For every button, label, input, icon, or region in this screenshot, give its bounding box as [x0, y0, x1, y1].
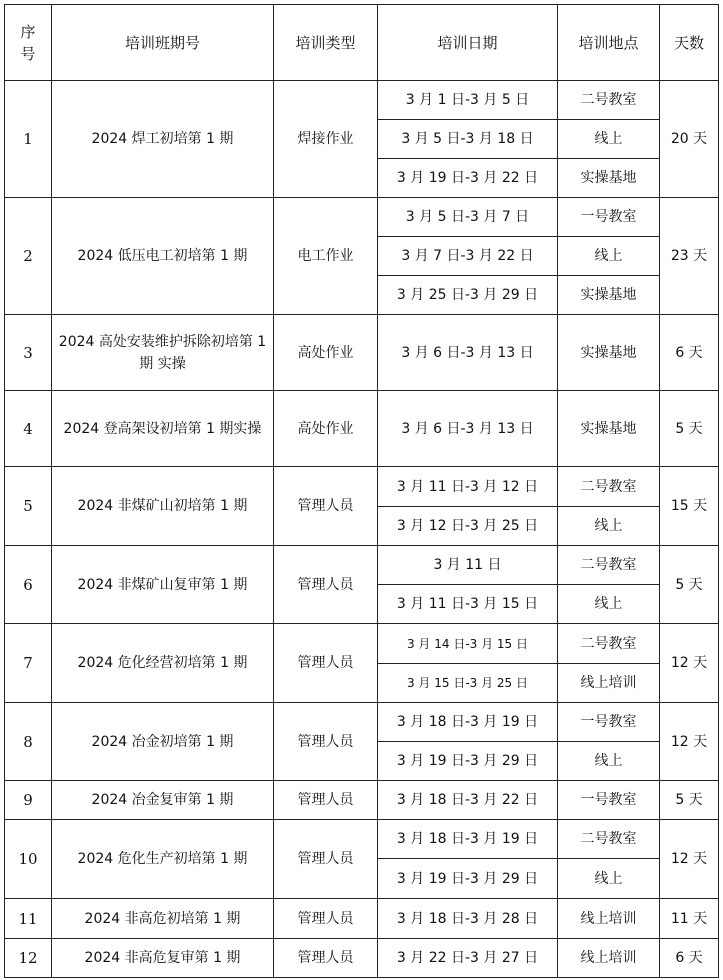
- header-row: [5, 5, 719, 81]
- header-seq: 序号: [5, 5, 52, 81]
- cell-date: 3 月 6 日-3 月 13 日: [378, 391, 558, 467]
- cell-place: 一号教室: [558, 781, 660, 820]
- cell-date: 3 月 6 日-3 月 13 日: [378, 315, 558, 391]
- table-body: [5, 81, 719, 978]
- cell-place: 线上: [558, 507, 660, 546]
- cell-date: 3 月 11 日-3 月 15 日: [378, 585, 558, 624]
- cell-seq: 11: [5, 899, 52, 939]
- cell-days: 11 天: [660, 899, 719, 939]
- cell-class: 2024 低压电工初培第 1 期: [52, 198, 274, 315]
- cell-date: 3 月 12 日-3 月 25 日: [378, 507, 558, 546]
- cell-class: 2024 非煤矿山初培第 1 期: [52, 467, 274, 546]
- cell-type: 高处作业: [274, 315, 378, 391]
- header-days: 天数: [660, 5, 719, 81]
- cell-date: 3 月 7 日-3 月 22 日: [378, 237, 558, 276]
- cell-type: 管理人员: [274, 624, 378, 703]
- cell-seq: 8: [5, 703, 52, 781]
- cell-type: 管理人员: [274, 781, 378, 820]
- cell-date: 3 月 5 日-3 月 18 日: [378, 120, 558, 159]
- table-row: [5, 820, 719, 859]
- table-row: [5, 391, 719, 467]
- cell-place: 二号教室: [558, 81, 660, 120]
- cell-date: 3 月 11 日: [378, 546, 558, 585]
- cell-seq: 9: [5, 781, 52, 820]
- cell-class: 2024 非高危复审第 1 期: [52, 939, 274, 978]
- cell-class: 2024 冶金初培第 1 期: [52, 703, 274, 781]
- cell-class: 2024 危化生产初培第 1 期: [52, 820, 274, 899]
- training-schedule-table: [4, 4, 719, 978]
- cell-place: 二号教室: [558, 467, 660, 507]
- cell-type: 管理人员: [274, 939, 378, 978]
- cell-place: 二号教室: [558, 820, 660, 859]
- header-type: 培训类型: [274, 5, 378, 81]
- cell-seq: 1: [5, 81, 52, 198]
- cell-class: 2024 登高架设初培第 1 期实操: [52, 391, 274, 467]
- cell-place: 线上: [558, 237, 660, 276]
- cell-class: 2024 冶金复审第 1 期: [52, 781, 274, 820]
- table-row: [5, 315, 719, 391]
- table-row: [5, 781, 719, 820]
- cell-date: 3 月 18 日-3 月 28 日: [378, 899, 558, 939]
- cell-place: 线上: [558, 742, 660, 781]
- cell-seq: 12: [5, 939, 52, 978]
- cell-seq: 2: [5, 198, 52, 315]
- table-row: [5, 899, 719, 939]
- cell-place: 线上: [558, 585, 660, 624]
- cell-days: 5 天: [660, 546, 719, 624]
- cell-days: 20 天: [660, 81, 719, 198]
- cell-days: 23 天: [660, 198, 719, 315]
- cell-place: 线上培训: [558, 899, 660, 939]
- cell-date: 3 月 18 日-3 月 22 日: [378, 781, 558, 820]
- table-row: [5, 546, 719, 585]
- header-place: 培训地点: [558, 5, 660, 81]
- cell-place: 线上培训: [558, 939, 660, 978]
- cell-days: 6 天: [660, 939, 719, 978]
- table-row: [5, 81, 719, 120]
- cell-seq: 10: [5, 820, 52, 899]
- cell-seq: 3: [5, 315, 52, 391]
- table-row: [5, 703, 719, 742]
- cell-class: 2024 非煤矿山复审第 1 期: [52, 546, 274, 624]
- cell-days: 15 天: [660, 467, 719, 546]
- cell-date: 3 月 25 日-3 月 29 日: [378, 276, 558, 315]
- table-row: [5, 198, 719, 237]
- cell-days: 5 天: [660, 781, 719, 820]
- cell-place: 线上: [558, 859, 660, 899]
- cell-place: 线上: [558, 120, 660, 159]
- table-row: [5, 624, 719, 664]
- cell-place: 实操基地: [558, 391, 660, 467]
- table-row: [5, 939, 719, 978]
- table-row: [5, 467, 719, 507]
- cell-type: 管理人员: [274, 899, 378, 939]
- cell-class: 2024 非高危初培第 1 期: [52, 899, 274, 939]
- cell-seq: 6: [5, 546, 52, 624]
- cell-type: 高处作业: [274, 391, 378, 467]
- cell-date: 3 月 19 日-3 月 29 日: [378, 742, 558, 781]
- cell-place: 实操基地: [558, 276, 660, 315]
- cell-place: 二号教室: [558, 624, 660, 664]
- cell-date: 3 月 22 日-3 月 27 日: [378, 939, 558, 978]
- cell-date: 3 月 11 日-3 月 12 日: [378, 467, 558, 507]
- cell-date: 3 月 19 日-3 月 29 日: [378, 859, 558, 899]
- cell-type: 电工作业: [274, 198, 378, 315]
- cell-days: 12 天: [660, 624, 719, 703]
- cell-place: 实操基地: [558, 159, 660, 198]
- cell-class: 2024 危化经营初培第 1 期: [52, 624, 274, 703]
- cell-days: 6 天: [660, 315, 719, 391]
- cell-seq: 4: [5, 391, 52, 467]
- cell-type: 管理人员: [274, 546, 378, 624]
- cell-place: 一号教室: [558, 703, 660, 742]
- cell-date: 3 月 19 日-3 月 22 日: [378, 159, 558, 198]
- cell-days: 5 天: [660, 391, 719, 467]
- cell-days: 12 天: [660, 820, 719, 899]
- cell-type: 管理人员: [274, 467, 378, 546]
- header-class: 培训班期号: [52, 5, 274, 81]
- cell-place: 二号教室: [558, 546, 660, 585]
- cell-date: 3 月 15 日-3 月 25 日: [378, 664, 558, 703]
- cell-place: 实操基地: [558, 315, 660, 391]
- cell-class: 2024 高处安装维护拆除初培第 1 期 实操: [52, 315, 274, 391]
- header-date: 培训日期: [378, 5, 558, 81]
- cell-date: 3 月 1 日-3 月 5 日: [378, 81, 558, 120]
- cell-days: 12 天: [660, 703, 719, 781]
- cell-seq: 7: [5, 624, 52, 703]
- cell-class: 2024 焊工初培第 1 期: [52, 81, 274, 198]
- cell-type: 管理人员: [274, 703, 378, 781]
- cell-seq: 5: [5, 467, 52, 546]
- cell-place: 线上培训: [558, 664, 660, 703]
- cell-date: 3 月 18 日-3 月 19 日: [378, 820, 558, 859]
- cell-date: 3 月 14 日-3 月 15 日: [378, 624, 558, 664]
- cell-place: 一号教室: [558, 198, 660, 237]
- cell-date: 3 月 5 日-3 月 7 日: [378, 198, 558, 237]
- cell-date: 3 月 18 日-3 月 19 日: [378, 703, 558, 742]
- cell-type: 管理人员: [274, 820, 378, 899]
- cell-type: 焊接作业: [274, 81, 378, 198]
